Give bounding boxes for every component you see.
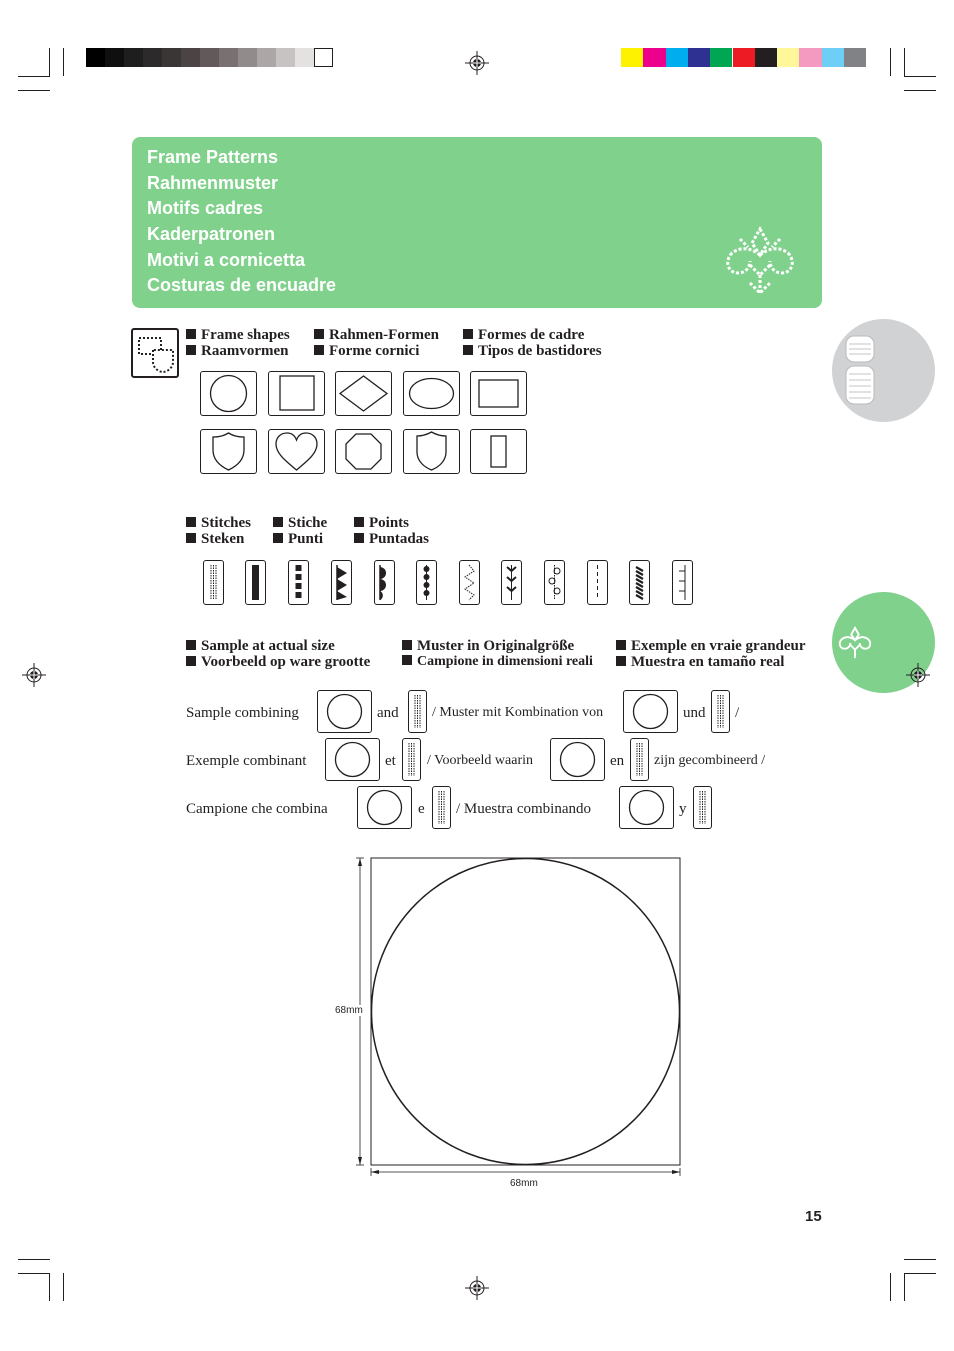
combining-text: y — [679, 801, 687, 817]
crop-mark — [49, 1273, 50, 1301]
circle-frame-icon — [326, 739, 379, 780]
crop-mark — [63, 1273, 64, 1301]
crest-frame-icon — [404, 430, 459, 473]
combining-text: en — [610, 753, 625, 769]
frame-shape-octagon-button[interactable] — [335, 429, 392, 474]
circle-frame-button[interactable] — [325, 738, 380, 781]
combining-text: / Muestra combinando — [456, 801, 591, 817]
dot-stitch-icon — [417, 561, 436, 604]
heading-voorbeeld-ware-grootte: Voorbeeld op ware grootte — [186, 654, 370, 670]
fill-stitch-button[interactable] — [711, 690, 730, 733]
combining-text: Campione che combina — [186, 801, 328, 817]
calibration-swatch — [799, 48, 821, 67]
combining-text: e — [418, 801, 425, 817]
frame-patterns-key-button[interactable] — [131, 328, 179, 378]
heading-points: Points — [354, 515, 409, 531]
vine-stitch-icon — [502, 561, 521, 604]
calibration-swatch — [643, 48, 665, 67]
stitch-zigzag-button[interactable] — [459, 560, 480, 605]
heading-campione-dimensioni-reali: Campione in dimensioni reali — [402, 654, 593, 670]
fill-stitch-button[interactable] — [693, 786, 712, 829]
fill-stitch-icon — [409, 691, 426, 732]
oval-frame-icon — [404, 372, 459, 415]
registration-target-icon — [906, 663, 930, 687]
crop-mark — [890, 48, 891, 76]
combining-text: / Voorbeeld waarin — [427, 753, 534, 768]
fill-stitch-icon — [694, 787, 711, 828]
title-line-es: Costuras de encuadre — [147, 275, 337, 295]
calibration-swatch — [219, 48, 238, 67]
zigzag-stitch-icon — [460, 561, 479, 604]
calibration-swatch — [314, 48, 333, 67]
frame-shape-oval-button[interactable] — [403, 371, 460, 416]
calibration-swatch — [295, 48, 314, 67]
circle-frame-button[interactable] — [317, 690, 372, 733]
calibration-swatch — [238, 48, 257, 67]
stitch-loop-button[interactable] — [544, 560, 565, 605]
stitch-thin-dashed-button[interactable] — [587, 560, 608, 605]
crop-mark — [18, 1273, 50, 1274]
crop-mark — [904, 76, 936, 77]
circle-frame-icon — [620, 787, 673, 828]
combining-text: Exemple combinant — [186, 753, 307, 769]
title-line-nl: Kaderpatronen — [147, 224, 276, 244]
half-circle-stitch-icon — [375, 561, 394, 604]
rope-stitch-icon — [630, 561, 649, 604]
calibration-swatch — [777, 48, 799, 67]
height-dimension-label: 68mm — [335, 1005, 363, 1016]
fill-stitch-icon — [403, 739, 420, 780]
heading-frame-shapes: Frame shapes — [186, 327, 290, 343]
crop-mark — [904, 90, 936, 91]
triangle-stitch-icon — [332, 561, 351, 604]
calibration-swatch — [105, 48, 124, 67]
diamond-frame-icon — [336, 372, 391, 415]
fill-stitch-icon — [631, 739, 648, 780]
circle-frame-button[interactable] — [357, 786, 412, 829]
calibration-swatch — [666, 48, 688, 67]
crop-mark — [18, 76, 50, 77]
registration-target-icon — [22, 663, 46, 687]
stitch-solid-button[interactable] — [245, 560, 266, 605]
circle-frame-icon — [358, 787, 411, 828]
crop-mark — [63, 48, 64, 76]
floral-ornament-icon — [836, 626, 874, 660]
stitch-rope-button[interactable] — [629, 560, 650, 605]
calibration-swatch — [124, 48, 143, 67]
calibration-swatch — [162, 48, 181, 67]
page-number: 15 — [805, 1208, 822, 1225]
heart-frame-icon — [269, 430, 324, 473]
shield-frame-icon — [201, 430, 256, 473]
loop-stitch-icon — [545, 561, 564, 604]
frame-shape-rectangle-button[interactable] — [470, 371, 527, 416]
frame-stitch-icon — [133, 330, 177, 376]
calibration-swatch — [688, 48, 710, 67]
frame-shape-square-button[interactable] — [268, 371, 325, 416]
title-line-fr: Motifs cadres — [147, 198, 264, 218]
heading-stitches: Stitches — [186, 515, 251, 531]
fill-stitch-icon — [433, 787, 450, 828]
stitch-comb-button[interactable] — [672, 560, 693, 605]
calibration-swatch — [143, 48, 162, 67]
frame-shape-circle-button[interactable] — [200, 371, 257, 416]
frame-shape-tall-rectangle-button[interactable] — [470, 429, 527, 474]
calibration-swatch — [755, 48, 777, 67]
crop-mark — [904, 1273, 936, 1274]
heading-punti: Punti — [273, 531, 323, 547]
heading-formes-de-cadre: Formes de cadre — [463, 327, 584, 343]
fill-stitch-button[interactable] — [402, 738, 421, 781]
crop-mark — [18, 90, 50, 91]
heading-puntadas: Puntadas — [354, 531, 429, 547]
heading-muster-originalgroesse: Muster in Originalgröße — [402, 638, 574, 654]
heading-muestra-tamano-real: Muestra en tamaño real — [616, 654, 784, 670]
frame-shape-diamond-button[interactable] — [335, 371, 392, 416]
crop-mark — [49, 48, 50, 76]
crop-mark — [904, 48, 905, 76]
calibration-swatch — [200, 48, 219, 67]
calibration-swatch — [276, 48, 295, 67]
combining-text: / — [735, 705, 740, 721]
crop-mark — [18, 1259, 50, 1260]
crop-mark — [890, 1273, 891, 1301]
frame-shape-crest-button[interactable] — [403, 429, 460, 474]
title-line-de: Rahmenmuster — [147, 173, 279, 193]
calibration-swatch — [257, 48, 276, 67]
circle-frame-icon — [201, 372, 256, 415]
title-line-it: Motivi a cornicetta — [147, 250, 306, 270]
stitch-vine-button[interactable] — [501, 560, 522, 605]
crop-mark — [904, 1273, 905, 1301]
dashed-block-stitch-icon — [289, 561, 308, 604]
fill-stitch-button[interactable] — [408, 690, 427, 733]
circle-frame-icon — [551, 739, 604, 780]
calibration-swatch — [822, 48, 844, 67]
circle-frame-button[interactable] — [550, 738, 605, 781]
calibration-swatch — [844, 48, 866, 67]
frame-shape-shield-button[interactable] — [200, 429, 257, 474]
sample-circle-frame — [372, 859, 680, 1165]
combining-text: und — [683, 705, 706, 721]
heading-exemple-vraie-grandeur: Exemple en vraie grandeur — [616, 638, 806, 654]
circle-frame-icon — [624, 691, 677, 732]
heading-tipos-de-bastidores: Tipos de bastidores — [463, 343, 602, 359]
heading-rahmen-formen: Rahmen-Formen — [314, 327, 439, 343]
actual-size-sample-diagram — [350, 852, 690, 1182]
thin-dashed-stitch-icon — [588, 561, 607, 604]
calibration-swatch — [710, 48, 732, 67]
registration-target-icon — [465, 1276, 489, 1300]
width-dimension-label: 68mm — [510, 1178, 538, 1189]
combining-text: / Muster mit Kombination von — [432, 705, 604, 720]
stitch-triangle-button[interactable] — [331, 560, 352, 605]
heading-sample-actual-size: Sample at actual size — [186, 638, 335, 654]
comb-stitch-icon — [673, 561, 692, 604]
fill-stitch-button[interactable] — [432, 786, 451, 829]
circle-frame-icon — [318, 691, 371, 732]
tall-rectangle-frame-icon — [471, 430, 526, 473]
stitch-fill-button[interactable] — [203, 560, 224, 605]
title-line-en: Frame Patterns — [147, 147, 279, 167]
registration-target-icon — [465, 51, 489, 75]
combining-text: and — [377, 705, 399, 721]
combining-text: Sample combining — [186, 705, 299, 721]
fill-stitch-icon — [204, 561, 223, 604]
calibration-swatch — [181, 48, 200, 67]
title-banner — [132, 137, 822, 308]
calibration-swatch — [733, 48, 755, 67]
heading-raamvormen: Raamvormen — [186, 343, 288, 359]
heading-forme-cornici: Forme cornici — [314, 343, 419, 359]
combining-text: et — [385, 753, 396, 769]
circle-frame-button[interactable] — [619, 786, 674, 829]
stitch-dot-button[interactable] — [416, 560, 437, 605]
sample-square-frame — [371, 858, 680, 1165]
fill-stitch-button[interactable] — [630, 738, 649, 781]
stitch-half-circle-button[interactable] — [374, 560, 395, 605]
octagon-frame-icon — [336, 430, 391, 473]
frame-shape-heart-button[interactable] — [268, 429, 325, 474]
fill-stitch-icon — [712, 691, 729, 732]
stitch-dashed-block-button[interactable] — [288, 560, 309, 605]
square-frame-icon — [269, 372, 324, 415]
calibration-swatch — [86, 48, 105, 67]
heading-stiche: Stiche — [273, 515, 327, 531]
floral-ornament-icon — [720, 225, 800, 297]
calibration-swatch — [621, 48, 643, 67]
rectangle-frame-icon — [471, 372, 526, 415]
solid-stitch-icon — [246, 561, 265, 604]
crop-mark — [904, 1259, 936, 1260]
heading-steken: Steken — [186, 531, 244, 547]
thread-spool-icon — [843, 334, 877, 406]
circle-frame-button[interactable] — [623, 690, 678, 733]
combining-text: zijn gecombineerd / — [654, 753, 766, 768]
